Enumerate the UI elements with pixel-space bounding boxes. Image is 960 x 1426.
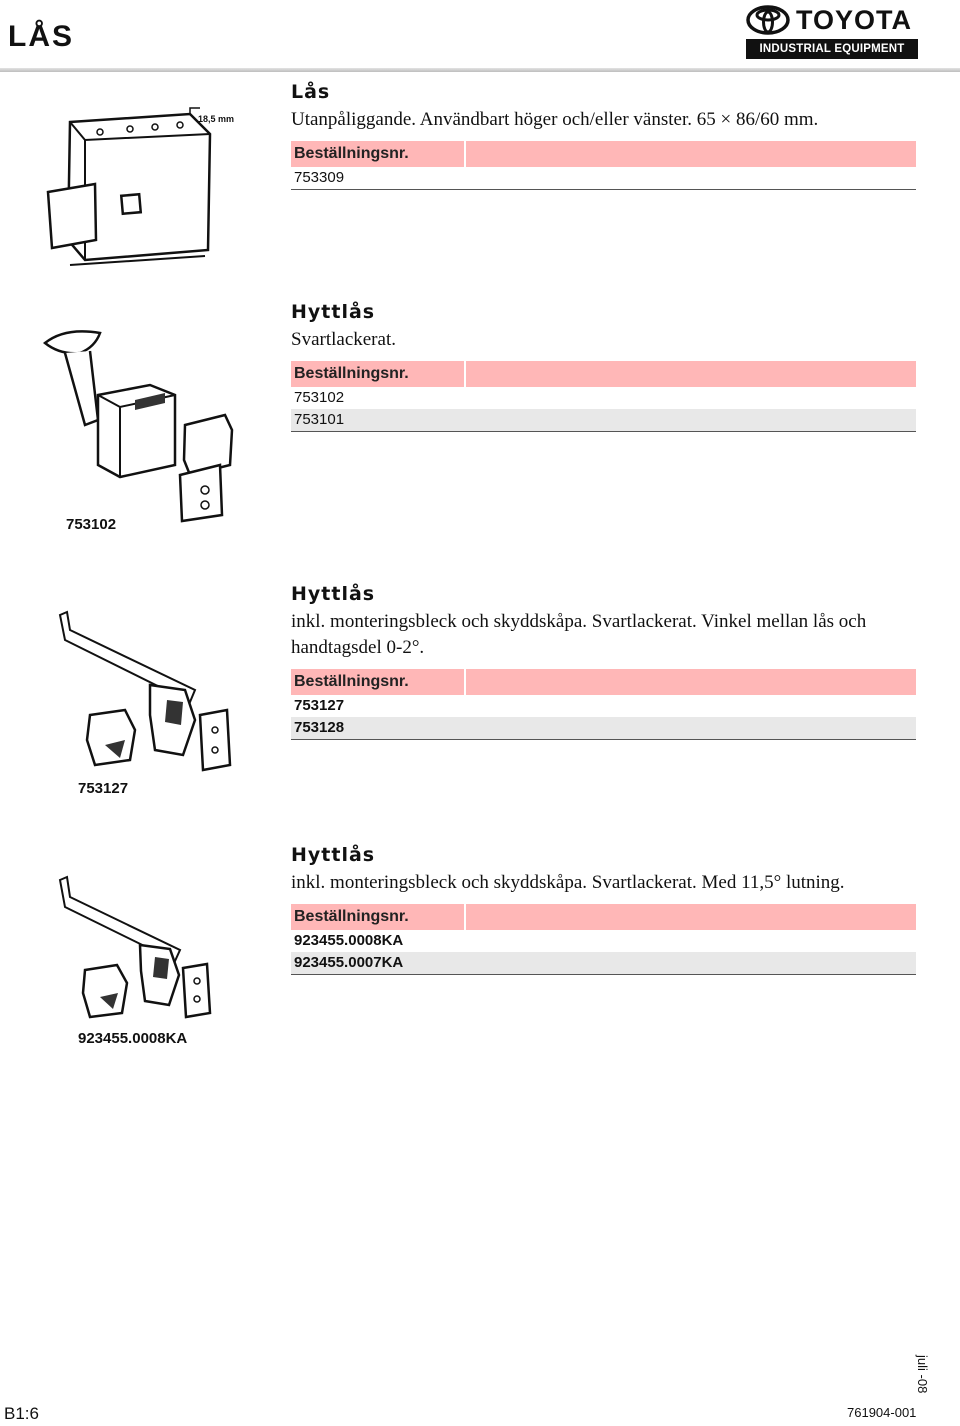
product-description: inkl. monteringsbleck och skyddskåpa. Svartlackerat. Med 11,5° lutning.	[291, 872, 845, 893]
toyota-emblem-icon	[746, 5, 790, 35]
cab-lock-inclined-image	[55, 875, 215, 1030]
image-caption: 753102	[66, 516, 117, 533]
document-date: juli -08	[915, 1355, 930, 1394]
product-title: Hyttlås	[291, 301, 376, 323]
order-number-header: Beställningsnr.	[291, 904, 916, 930]
product-title: Hyttlås	[291, 583, 376, 605]
image-caption: 753127	[78, 780, 129, 797]
logo-band: INDUSTRIAL EQUIPMENT	[746, 39, 918, 59]
surface-lock-image	[40, 100, 240, 272]
cab-lock-image	[40, 325, 240, 525]
order-number: 923455.0007KA	[291, 952, 916, 975]
image-caption: 923455.0008KA	[78, 1030, 188, 1047]
order-number: 753127	[294, 697, 345, 714]
product-description: Utanpåliggande. Användbart höger och/eller vänster. 65 × 86/60 mm.	[291, 109, 819, 130]
toyota-logo	[746, 3, 918, 60]
order-number: 753101	[291, 409, 916, 432]
product-title: Hyttlås	[291, 844, 376, 866]
order-number: 753128	[291, 717, 916, 740]
order-number-header: Beställningsnr.	[291, 669, 916, 695]
page-title: LÅS	[8, 20, 74, 53]
product-description: inkl. monteringsbleck och skyddskåpa. Svartlackerat. Vinkel mellan lås och handtagsdel 0-2°.	[291, 611, 867, 658]
page-number: B1:6	[4, 1404, 39, 1423]
order-number: 753309	[291, 167, 916, 190]
order-number: 923455.0008KA	[294, 932, 404, 949]
order-number-header: Beställningsnr.	[291, 141, 916, 167]
document-number: 761904-001	[847, 1405, 917, 1420]
product-description: Svartlackerat.	[291, 329, 396, 350]
header-rule	[0, 68, 960, 72]
dimension-label: 18,5 mm	[198, 114, 235, 124]
logo-wordmark: TOYOTA	[796, 4, 913, 35]
order-number: 753102	[294, 389, 345, 406]
cab-lock-bracket-image	[55, 610, 235, 775]
order-number-header: Beställningsnr.	[291, 361, 916, 387]
product-title: Lås	[291, 81, 331, 103]
